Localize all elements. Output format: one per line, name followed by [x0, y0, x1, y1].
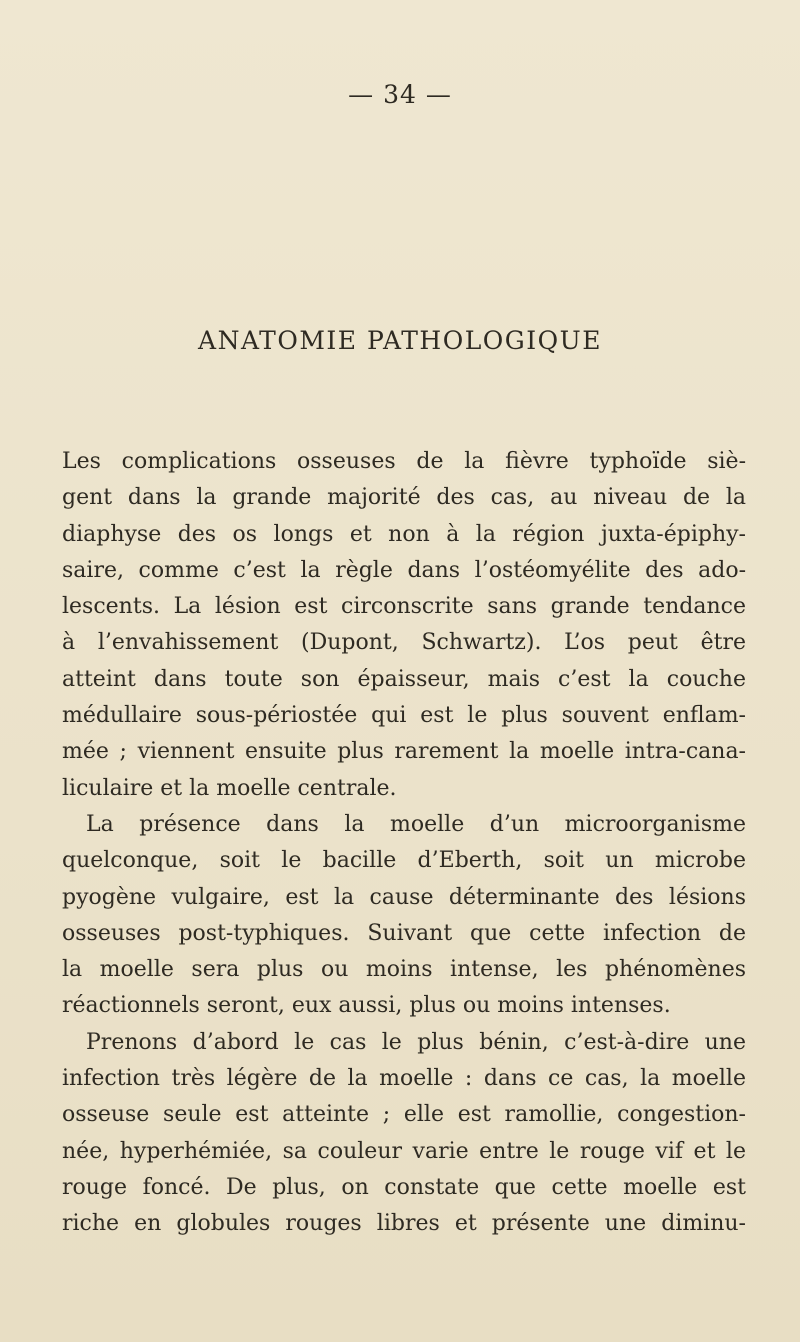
text-line: médullaire sous-périostée qui est le plus souvent enflam-	[62, 703, 746, 729]
body-text	[62, 444, 746, 1243]
text-line: réactionnels seront, eux aussi, plus ou moins intenses.	[62, 993, 671, 1019]
page-number: — 34 —	[348, 80, 452, 109]
text-line: née, hyperhémiée, sa couleur varie entre le rouge vif et le	[62, 1138, 746, 1164]
section-title: ANATOMIE PATHOLOGIQUE	[198, 326, 602, 355]
text-line: La présence dans la moelle d’un microorganisme	[86, 811, 746, 837]
text-line: Les complications osseuses de la fièvre typhoïde siè-	[62, 449, 746, 474]
text-line: saire, comme c’est la règle dans l’ostéomyélite des ado-	[62, 557, 746, 583]
text-line: gent dans la grande majorité des cas, au niveau de la	[62, 485, 746, 511]
text-line: riche en globules rouges libres et présente une diminu-	[62, 1211, 746, 1237]
text-line: pyogène vulgaire, est la cause déterminante des lésions	[62, 884, 746, 910]
text-line: Prenons d’abord le cas le plus bénin, c’est-à-dire une	[86, 1029, 746, 1055]
text-line: quelconque, soit le bacille d’Eberth, soit un microbe	[62, 848, 746, 874]
text-line: la moelle sera plus ou moins intense, les phénomènes	[62, 957, 746, 983]
text-line: infection très légère de la moelle : dans ce cas, la moelle	[62, 1066, 746, 1092]
text-line: atteint dans toute son épaisseur, mais c’est la couche	[62, 666, 746, 692]
text-line: osseuses post-typhiques. Suivant que cette infection de	[62, 920, 746, 946]
text-line: osseuse seule est atteinte ; elle est ramollie, congestion-	[62, 1102, 746, 1128]
text-line: rouge foncé. De plus, on constate que cette moelle est	[62, 1174, 746, 1200]
text-line: liculaire et la moelle centrale.	[62, 775, 397, 801]
text-line: diaphyse des os longs et non à la région juxta-épiphy-	[62, 521, 746, 547]
text-line: lescents. La lésion est circonscrite sans grande tendance	[62, 594, 746, 620]
text-line: à l’envahissement (Dupont, Schwartz). L’os peut être	[62, 630, 746, 656]
text-line: mée ; viennent ensuite plus rarement la moelle intra-cana-	[62, 739, 746, 765]
